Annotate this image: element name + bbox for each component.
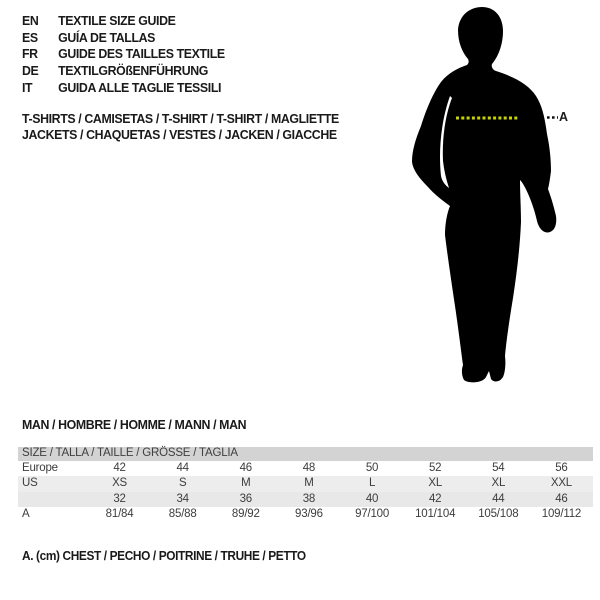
table-cell: S xyxy=(178,477,187,490)
language-list xyxy=(22,13,225,97)
language-label: GUÍA DE TALLAS xyxy=(58,29,156,45)
size-table xyxy=(18,447,593,523)
table-cell: 97/100 xyxy=(355,508,390,521)
size-row-europe xyxy=(18,461,593,477)
table-cell: 40 xyxy=(365,492,379,505)
language-code: EN xyxy=(22,13,39,28)
language-label: GUIDA ALLE TAGLIE TESSILI xyxy=(58,79,222,95)
table-cell: 89/92 xyxy=(231,508,260,521)
table-cell: 38 xyxy=(302,492,316,505)
language-row xyxy=(22,80,225,97)
table-cell: L xyxy=(368,477,376,490)
table-cell: 81/84 xyxy=(105,508,134,521)
row-label: Europe xyxy=(22,461,58,474)
language-label: GUIDE DES TAILLES TEXTILE xyxy=(58,46,225,62)
section-title-man: MAN / HOMBRE / HOMME / MANN / MAN xyxy=(22,417,247,432)
table-cell: M xyxy=(241,477,251,490)
table-cell: 52 xyxy=(428,461,442,474)
row-label: US xyxy=(22,477,38,490)
language-code: FR xyxy=(22,46,38,62)
language-row xyxy=(22,46,225,63)
table-cell: 101/104 xyxy=(415,508,456,521)
measure-label-a: A xyxy=(559,110,569,124)
row-label xyxy=(18,492,88,508)
left-arm-gap xyxy=(440,96,452,188)
language-code: IT xyxy=(22,79,33,95)
table-cell: 54 xyxy=(492,461,505,474)
table-cell: XXL xyxy=(550,477,572,490)
table-cell: 46 xyxy=(555,492,568,505)
row-label: A xyxy=(22,508,30,521)
category-jackets: JACKETS / CHAQUETAS / VESTES / JACKEN / GIACCHE xyxy=(22,126,337,142)
size-row-chest xyxy=(18,507,593,523)
language-row xyxy=(22,13,225,30)
table-cell: M xyxy=(304,477,314,490)
language-row xyxy=(22,30,225,47)
man-silhouette xyxy=(412,7,556,382)
table-cell: 34 xyxy=(176,492,189,505)
language-code: ES xyxy=(22,29,38,45)
table-cell: 56 xyxy=(555,461,568,474)
table-cell: 42 xyxy=(113,461,126,474)
table-cell: 85/88 xyxy=(168,508,197,521)
size-row-us xyxy=(18,476,593,492)
table-cell: 44 xyxy=(492,492,505,505)
language-label: TEXTILE SIZE GUIDE xyxy=(58,13,176,28)
chest-footnote: A. (cm) CHEST / PECHO / POITRINE / TRUHE / PETTO xyxy=(22,549,306,563)
table-cell: 109/112 xyxy=(541,508,582,521)
table-cell: 32 xyxy=(113,492,126,505)
table-cell: XL xyxy=(428,477,443,490)
table-cell: 44 xyxy=(176,461,189,474)
table-cell: 46 xyxy=(239,461,253,474)
table-cell: 48 xyxy=(302,461,316,474)
language-label: TEXTILGRÖßENFÜHRUNG xyxy=(58,63,209,79)
language-row xyxy=(22,63,225,80)
table-cell: 42 xyxy=(428,492,442,505)
size-table-header: SIZE / TALLA / TAILLE / GRÖSSE / TAGLIA xyxy=(18,447,593,461)
category-list xyxy=(22,111,339,142)
table-cell: 50 xyxy=(365,461,379,474)
table-cell: 93/96 xyxy=(295,508,323,521)
size-row-alt xyxy=(18,492,593,508)
table-cell: 36 xyxy=(239,492,253,505)
language-code: DE xyxy=(22,63,39,79)
table-cell: XL xyxy=(491,477,506,490)
table-cell: XS xyxy=(112,477,128,490)
category-tshirts: T-SHIRTS / CAMISETAS / T-SHIRT / T-SHIRT / MAGLIETTE xyxy=(22,111,339,126)
table-cell: 105/108 xyxy=(478,508,519,521)
